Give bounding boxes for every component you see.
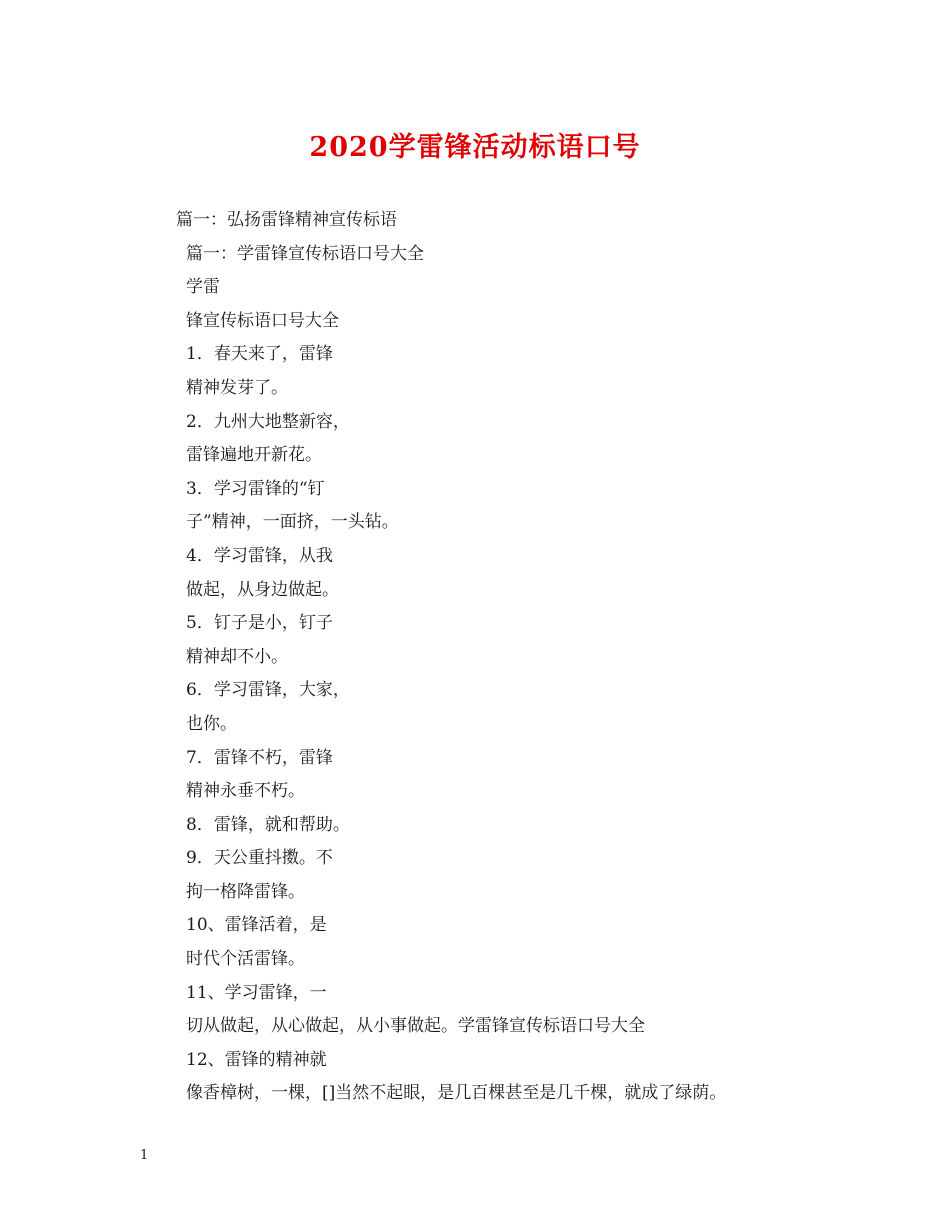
text-line: 9．天公重抖擞。不 xyxy=(186,848,333,869)
text-line: 锋宣传标语口号大全 xyxy=(186,310,339,331)
text-line: 12、雷锋的精神就 xyxy=(186,1049,327,1070)
text-line: 11、学习雷锋，一 xyxy=(186,982,327,1003)
text-line: 精神永垂不朽。 xyxy=(186,781,305,802)
text-line: 3．学习雷锋的“钉 xyxy=(186,478,325,499)
text-line: 8．雷锋，就和帮助。 xyxy=(186,814,350,835)
text-line: 2．九州大地整新容， xyxy=(186,411,350,432)
text-line: 1．春天来了，雷锋 xyxy=(186,344,333,365)
text-line: 10、雷锋活着，是 xyxy=(186,915,327,936)
text-line: 也你。 xyxy=(186,713,237,734)
page-title: 2020学雷锋活动标语口号 xyxy=(309,132,641,163)
text-line: 7．雷锋不朽，雷锋 xyxy=(186,747,333,768)
page-number: 1 xyxy=(140,1148,149,1163)
text-line: 做起，从身边做起。 xyxy=(186,579,339,600)
text-line: 5．钉子是小，钉子 xyxy=(186,613,333,634)
text-line: 精神却不小。 xyxy=(186,646,288,667)
text-line: 学雷 xyxy=(186,277,220,298)
body-text xyxy=(0,204,950,1111)
text-line: 篇一：弘扬雷锋精神宣传标语 xyxy=(176,210,397,230)
text-line: 6．学习雷锋，大家， xyxy=(186,680,350,701)
text-line: 像香樟树，一棵，[]当然不起眼，是几百棵甚至是几千棵，就成了绿荫。 xyxy=(186,1083,727,1104)
text-line: 切从做起，从心做起，从小事做起。学雷锋宣传标语口号大全 xyxy=(186,1016,645,1037)
text-line: 精神发芽了。 xyxy=(186,377,288,398)
text-line: 4．学习雷锋，从我 xyxy=(186,545,333,566)
text-line: 雷锋遍地开新花。 xyxy=(186,445,322,466)
text-line: 时代个活雷锋。 xyxy=(186,949,305,970)
text-line: 子”精神，一面挤，一头钻。 xyxy=(186,512,399,533)
text-line: 篇一：学雷锋宣传标语口号大全 xyxy=(186,243,424,264)
text-line: 拘一格降雷锋。 xyxy=(186,881,305,902)
